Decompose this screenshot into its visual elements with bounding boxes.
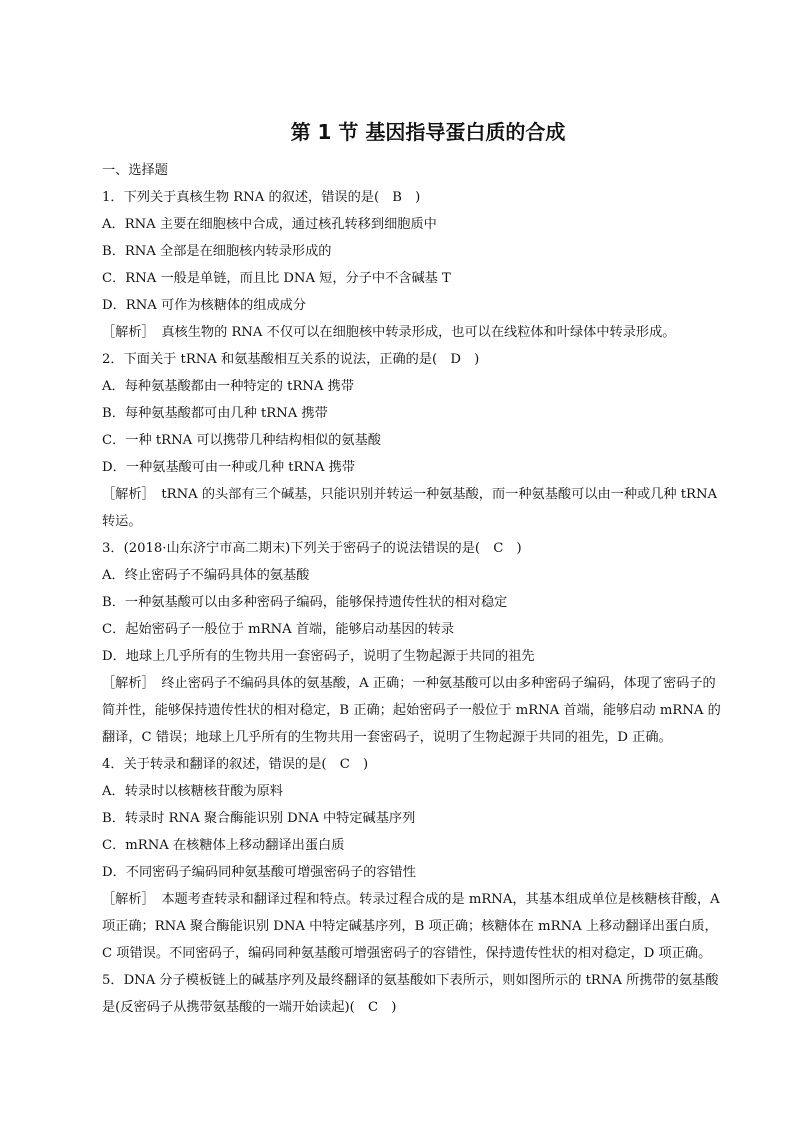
option-b: B．RNA 全部是在细胞核内转录形成的 bbox=[102, 244, 332, 259]
section-heading: 一、选择题 bbox=[102, 163, 168, 178]
option-c: C．RNA 一般是单链，而且比 DNA 短，分子中不含碱基 T bbox=[102, 271, 451, 286]
option-c: C．一种 tRNA 可以携带几种结构相似的氨基酸 bbox=[102, 433, 381, 448]
analysis: ［解析］ tRNA 的头部有三个碱基，只能识别并转运一种氨基酸，而一种氨基酸可以由一种或几种 tRNA 转运。 bbox=[102, 487, 718, 529]
option-a: A．终止密码子不编码具体的氨基酸 bbox=[102, 568, 310, 583]
question-1 bbox=[102, 184, 724, 346]
question-3 bbox=[102, 535, 724, 751]
option-c: C．起始密码子一般位于 mRNA 首端，能够启动基因的转录 bbox=[102, 622, 455, 637]
option-d: D．不同密码子编码同种氨基酸可增强密码子的容错性 bbox=[102, 865, 416, 880]
question-stem: 2．下面关于 tRNA 和氨基酸相互关系的说法，正确的是( D ) bbox=[102, 352, 480, 367]
question-2 bbox=[102, 346, 724, 535]
question-5 bbox=[102, 967, 724, 1021]
analysis: ［解析］ 本题考查转录和翻译过程和特点。转录过程合成的是 mRNA，其基本组成单位是核糖核苷酸，A 项正确；RNA 聚合酶能识别 DNA 中特定碱基序列，B 项正确；核糖体在 mRNA 上移动翻译出蛋白质，C 项错误。不同密码子，编码同种氨基酸可增强密码子的容错性，保持遗传性状的相对稳定，D 项正确。 bbox=[102, 892, 720, 961]
option-b: B．转录时 RNA 聚合酶能识别 DNA 中特定碱基序列 bbox=[102, 811, 416, 826]
option-d: D．RNA 可作为核糖体的组成成分 bbox=[102, 298, 307, 313]
option-b: B．每种氨基酸都可由几种 tRNA 携带 bbox=[102, 406, 328, 421]
analysis: ［解析］ 终止密码子不编码具体的氨基酸，A 正确；一种氨基酸可以由多种密码子编码，体现了密码子的简并性，能够保持遗传性状的相对稳定，B 正确；起始密码子一般位于 mRNA 首端，能够启动 mRNA 的翻译，C 错误；地球上几乎所有的生物共用一套密码子，说明了生物起源于共同的祖先，D 正确。 bbox=[102, 676, 721, 745]
analysis: ［解析］ 真核生物的 RNA 不仅可以在细胞核中转录形成，也可以在线粒体和叶绿体中转录形成。 bbox=[102, 325, 676, 340]
question-stem: 3．(2018·山东济宁市高二期末)下列关于密码子的说法错误的是( C ) bbox=[102, 541, 522, 556]
option-d: D．一种氨基酸可由一种或几种 tRNA 携带 bbox=[102, 460, 356, 475]
option-c: C．mRNA 在核糖体上移动翻译出蛋白质 bbox=[102, 838, 345, 853]
option-d: D．地球上几乎所有的生物共用一套密码子，说明了生物起源于共同的祖先 bbox=[102, 649, 535, 664]
question-stem: 1．下列关于真核生物 RNA 的叙述，错误的是( B ) bbox=[102, 190, 421, 205]
question-4 bbox=[102, 751, 724, 967]
option-a: A．转录时以核糖核苷酸为原料 bbox=[102, 784, 283, 799]
option-b: B．一种氨基酸可以由多种密码子编码，能够保持遗传性状的相对稳定 bbox=[102, 595, 508, 610]
question-stem: 4．关于转录和翻译的叙述，错误的是( C ) bbox=[102, 757, 369, 772]
option-a: A．RNA 主要在细胞核中合成，通过核孔转移到细胞质中 bbox=[102, 217, 437, 232]
option-a: A．每种氨基酸都由一种特定的 tRNA 携带 bbox=[102, 379, 355, 394]
page-title: 第 1 节 基因指导蛋白质的合成 bbox=[290, 120, 566, 144]
question-stem: 5．DNA 分子模板链上的碱基序列及最终翻译的氨基酸如下表所示，则如图所示的 tRNA 所携带的氨基酸是(反密码子从携带氨基酸的一端开始读起)( C ) bbox=[102, 973, 719, 1015]
